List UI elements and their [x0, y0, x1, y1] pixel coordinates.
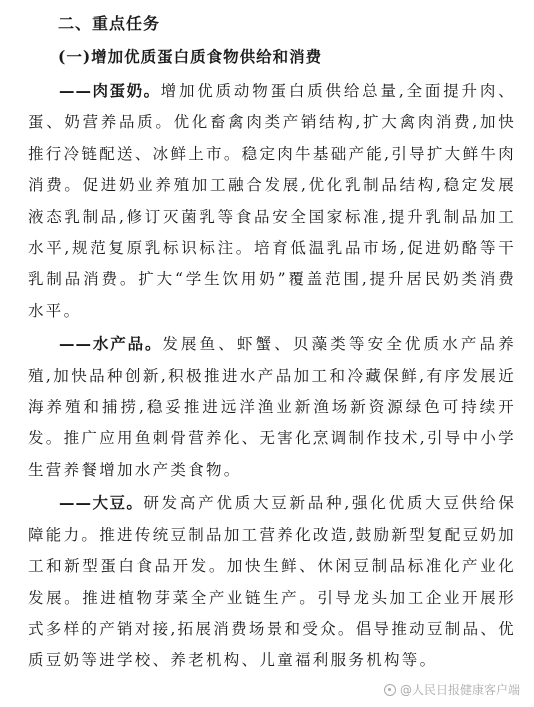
paragraph-body: 增加优质动物蛋白质供给总量,全面提升肉、蛋、奶营养品质。优化畜禽肉类产销结构,扩大禽肉消费,加快推行冷链配送、冰鲜上市。稳定肉牛基础产能,引导扩大鲜牛肉消费。促进奶业养殖加工融合发展,优化乳制品结构,稳定发展液态乳制品,修订灭菌乳等食品安全国家标准,提升乳制品加工水平,规范复原乳标识标注。培育低温乳品市场,促进奶酪等干乳制品消费。扩大“学生饮用奶”覆盖范围,提升居民奶类消费水平。	[28, 82, 516, 320]
subsection-heading: (一)增加优质蛋白质食物供给和消费	[58, 47, 323, 66]
weibo-icon	[384, 684, 396, 696]
source-watermark	[380, 680, 524, 699]
paragraph-lead: ——水产品。	[59, 335, 163, 354]
paragraph-lead: ——大豆。	[59, 494, 144, 513]
paragraph-soybeans	[28, 488, 516, 676]
paragraph-body: 研发高产优质大豆新品种,强化优质大豆供给保障能力。推进传统豆制品加工营养化改造,鼓励新型复配豆奶加工和新型蛋白食品开发。加快生鲜、休闲豆制品标准化产业化发展。推进植物芽菜全产业链生产。引导龙头加工企业开展形式多样的产销对接,拓展消费场景和受众。倡导推动豆制品、优质豆奶等进学校、养老机构、儿童福利服务机构等。	[28, 494, 516, 670]
paragraph-lead: ——肉蛋奶。	[59, 82, 161, 100]
paragraph-aquatic-products	[28, 329, 516, 486]
paragraph-body: 发展鱼、虾蟹、贝藻类等安全优质水产品养殖,加快品种创新,积极推进水产品加工和冷藏保鲜,有序发展近海养殖和捕捞,稳妥推进远洋渔业新渔场新资源绿色可持续开发。推广应用鱼刺骨营养化、无害化烹调制作技术,引导中小学生营养餐增加水产类食物。	[28, 335, 516, 479]
watermark-text: @人民日报健康客户端	[399, 683, 520, 697]
section-heading: 二、重点任务	[58, 14, 161, 33]
paragraph-meat-eggs-milk	[28, 76, 516, 327]
